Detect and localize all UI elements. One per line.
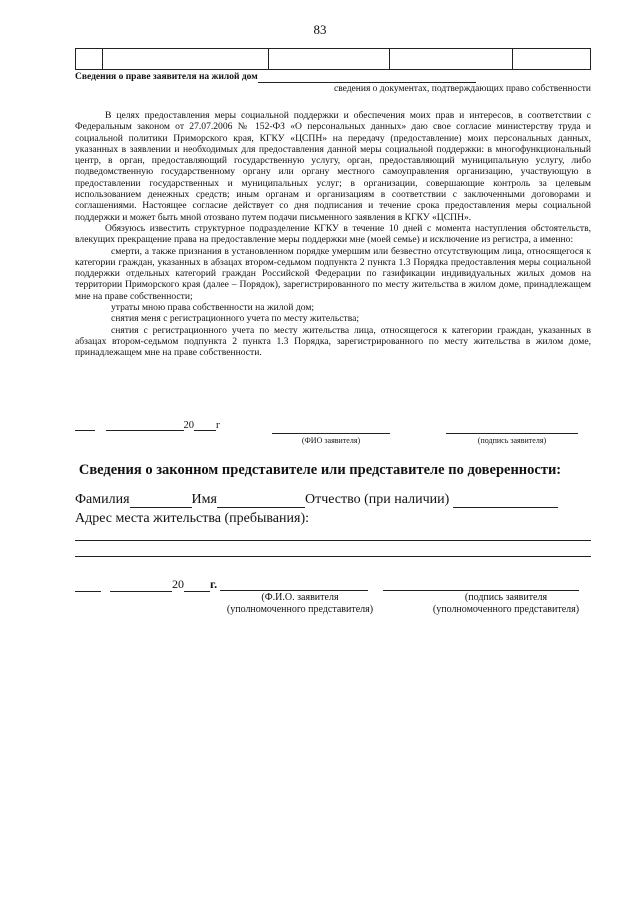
year-field[interactable]	[184, 580, 210, 592]
fio-caption-line: (Ф.И.О. заявителя	[261, 592, 339, 603]
consent-text	[75, 110, 591, 359]
consent-item: снятия с регистрационного учета по месту жительства лица, относящегося к категории граждан, указанных в абзацах втором-седьмом подпункта 2 пункта 1.3 Порядка, зарегистрированного по месту жительства в жилом доме, принадлежащем мне на праве собственности.	[75, 324, 591, 359]
year-suffix: г	[216, 420, 221, 431]
consent-paragraph: В целях предоставления меры социальной поддержки и обеспечения моих прав и интересов, в соответствии с Федеральным законом от 27.07.2006 № 152-ФЗ «О персональных данных» даю свое согласие министерству труда и социальной политики Приморского края, КГКУ «ЦСПН» на передачу (предоставление) моих персональных данных, указанных в заявлении и необходимых для предоставления данной меры социальной поддержки: в многофункциональный центр, в орган, предоставляющий государственную услугу, орган, предоставляющий муниципальную услугу, либо подведомственную государственному органу или органу местного самоуправления организацию, участвующую в предоставлении государственных и муниципальных услуг; в организации, совершающие контроль за целевым использованием денежных средств; иным органам и организациям в соответствии с заключенными договорами и соглашениями. Настоящее согласие действует со дня подписания и течение срока предоставления меры социальной поддержки и может быть мной отозвано путем подачи письменного заявления в КГКУ «ЦСПН».	[75, 110, 591, 223]
month-field[interactable]	[106, 420, 184, 431]
continuation-table	[75, 48, 591, 70]
day-field[interactable]	[75, 420, 95, 431]
date-row-representative	[75, 577, 217, 592]
patronymic-field[interactable]	[453, 495, 558, 508]
ownership-row	[75, 72, 591, 83]
day-field[interactable]	[75, 580, 101, 592]
representative-fio-field[interactable]	[220, 579, 368, 591]
address-label: Адрес места жительства (пребывания):	[75, 511, 310, 526]
table-cell[interactable]	[103, 49, 269, 70]
ownership-input-line[interactable]	[258, 72, 476, 83]
applicant-fio-caption: (ФИО заявителя)	[301, 436, 361, 445]
page-number: 83	[313, 22, 327, 37]
consent-item: утраты мною права собственности на жилой дом;	[111, 302, 315, 314]
ownership-caption: сведения о документах, подтверждающих право собственности	[333, 84, 591, 94]
ownership-label: Сведения о праве заявителя на жилой дом	[75, 72, 258, 82]
table-cell[interactable]	[390, 49, 513, 70]
name-field[interactable]	[217, 495, 305, 508]
applicant-signature-caption: (подпись заявителя)	[477, 436, 547, 445]
applicant-fio-field[interactable]	[272, 423, 390, 434]
consent-item: смерти, а также признания в установленном порядке умершим или безвестно отсутствующим лица, относящегося к категории граждан, указанных в абзацах втором-седьмом подпункта 2 пункта 1.3 Порядка предоставления меры социальной поддержки отдельных категорий граждан Российской Федерации по газификации индивидуальных жилых домов на территории Приморского края (далее – Порядок), зарегистрированного по месту жительства в жилом доме, принадлежащем мне на праве собственности;	[75, 245, 591, 302]
table-cell[interactable]	[513, 49, 591, 70]
month-field[interactable]	[110, 580, 172, 592]
consent-paragraph: Обязуюсь известить структурное подразделение КГКУ в течение 10 дней с момента наступления обстоятельств, влекущих прекращение права на предоставление меры поддержки мне (моей семье) и исключение из регистра, а именно:	[75, 222, 591, 246]
address-field[interactable]	[75, 556, 591, 557]
signature-caption-line: (уполномоченного представителя)	[432, 604, 580, 615]
representative-fio-caption	[218, 592, 382, 616]
consent-item: снятия меня с регистрационного учета по месту жительства;	[111, 313, 360, 325]
representative-signature-field[interactable]	[383, 579, 579, 591]
representative-name-row	[75, 492, 591, 508]
table-cell[interactable]	[269, 49, 390, 70]
patronymic-label: Отчество (при наличии)	[304, 492, 450, 507]
year-prefix: 20	[183, 420, 194, 431]
surname-field[interactable]	[130, 495, 192, 508]
year-suffix: г.	[210, 577, 218, 591]
representative-signature-caption	[418, 592, 594, 616]
address-field[interactable]	[75, 540, 591, 541]
date-row-applicant	[75, 420, 220, 431]
representative-title: Сведения о законном представителе или представителе по доверенности:	[78, 462, 562, 478]
surname-label: Фамилия	[75, 492, 130, 507]
fio-caption-line: (уполномоченного представителя)	[226, 604, 374, 615]
name-label: Имя	[191, 492, 217, 507]
table-cell[interactable]	[76, 49, 103, 70]
year-field[interactable]	[194, 420, 216, 431]
applicant-signature-field[interactable]	[446, 423, 578, 434]
signature-caption-line: (подпись заявителя	[464, 592, 548, 603]
year-prefix: 20	[172, 577, 184, 591]
